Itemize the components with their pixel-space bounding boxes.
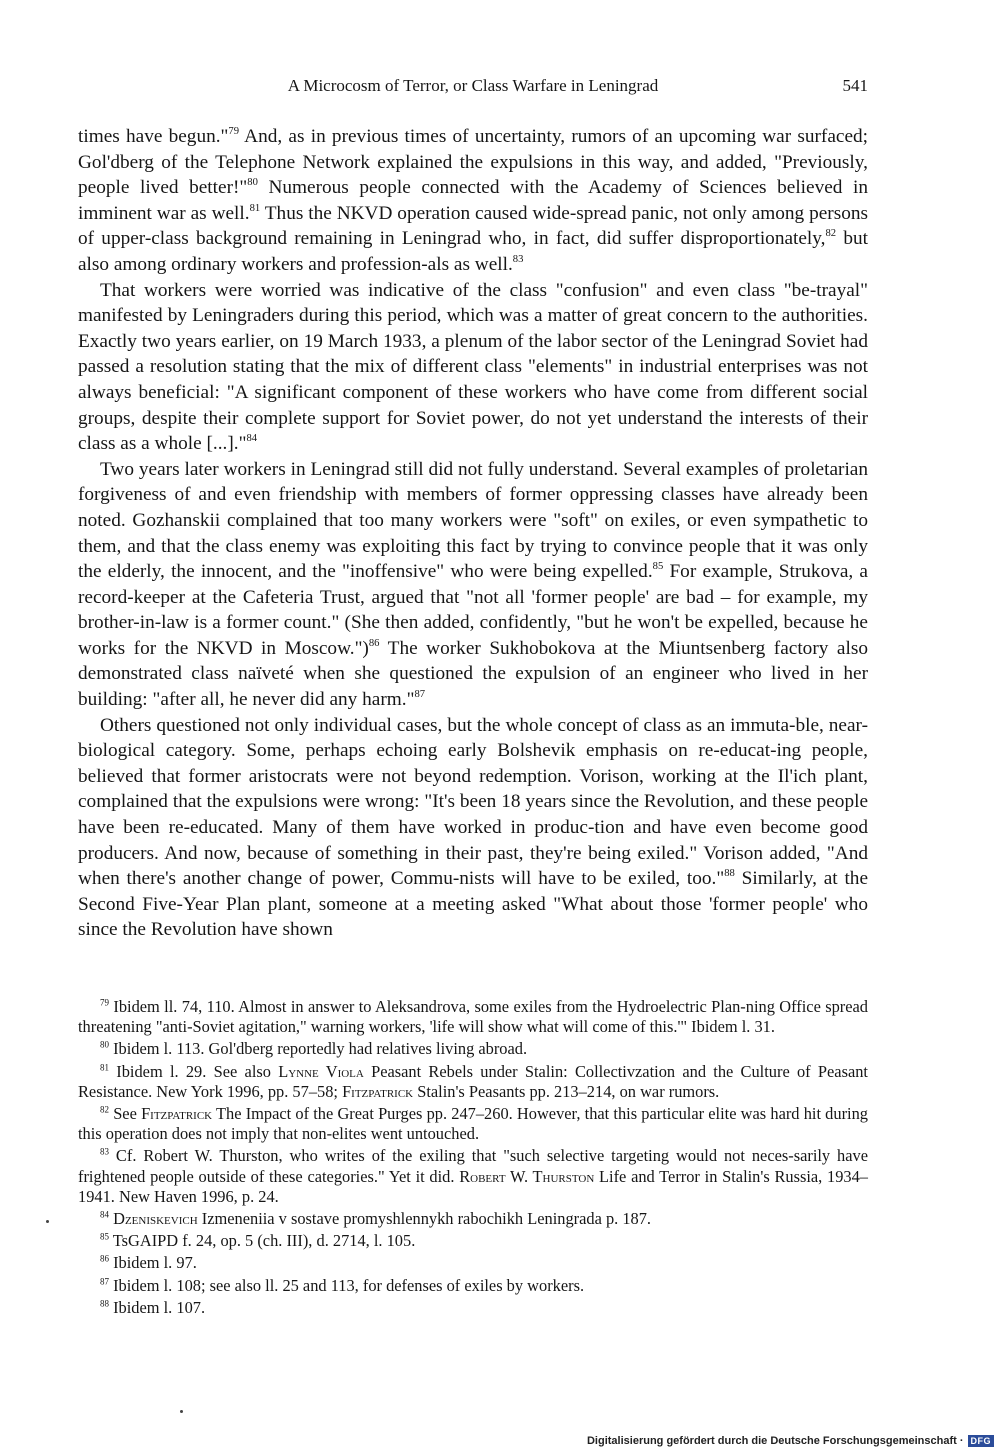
footnote-88: $^{88}$ Ibidem l. 107. bbox=[100, 1297, 206, 1317]
footnote-81: $^{81}$ Ibidem l. 29. See also Lynne Viola Peasant Rebels under Stalin: Collectivzation and the Culture of Peasant Resistance. New York 1996, pp. 57–58; Fitzpatrick Stalin's Peasants pp. 213–214, on war rumors. bbox=[78, 1061, 868, 1101]
footnote-82: $^{82}$ See Fitzpatrick The Impact of the Great Purges pp. 247–260. However, that this particular elite was hard hit during this operation does not imply that non-elites went untouched. bbox=[78, 1104, 868, 1144]
running-header bbox=[78, 76, 868, 102]
scan-speck bbox=[180, 1410, 183, 1413]
scan-speck bbox=[46, 1220, 49, 1223]
paragraph: Others questioned not only individual cases, but the whole concept of class as an immuta-ble, near-biological category. Some, perhaps echoing early Bolshevik emphasis on re-educat-ing people, believed that former aristocrats were not beyond redemption. Vorison, working at the Il'ich plant, complained that the expulsions were wrong: "It's been 18 years since the Revolution, and these people have been re-educated. Many of them have worked in produc-tion and have even become good producers. And now, because of something in their past, they're being exiled." Vorison added, "And when there's another change of power, Commu-nists will have to be exiled, too."$^{88}$ Similarly, at the Second Five-Year Plan plant, someone at a meeting asked "What about those 'former people' who since the Revolution have shown bbox=[78, 714, 868, 941]
footnotes bbox=[78, 997, 868, 1320]
footnote-79: $^{79}$ Ibidem ll. 74, 110. Almost in answer to Aleksandrova, some exiles from the Hydroelectric Plan-ning Office spread threatening "anti-Soviet agitation," warning workers, 'life will show what will come of this.'" Ibidem l. 31. bbox=[78, 997, 868, 1037]
footnote-84: $^{84}$ Dzeniskevich Izmeneniia v sostave promyshlennykh rabochikh Leningrada p. 187. bbox=[100, 1209, 652, 1229]
footnote-83: $^{83}$ Cf. Robert W. Thurston, who writes of the exiling that "such selective targeting would not neces-sarily have frightened people outside of these categories." Yet it did. Robert W. Thurston Life and Terror in Stalin's Russia, 1934–1941. New Haven 1996, p. 24. bbox=[78, 1146, 868, 1206]
dfg-logo-icon: DFG bbox=[968, 1435, 995, 1447]
funding-note: Digitalisierung gefördert durch die Deutsche Forschungsgemeinschaft · bbox=[586, 1435, 964, 1447]
footnote-80: $^{80}$ Ibidem l. 113. Gol'dberg reportedly had relatives living abroad. bbox=[100, 1039, 528, 1059]
footnote-85: $^{85}$ TsGAIPD f. 24, op. 5 (ch. III), d. 2714, l. 105. bbox=[100, 1231, 416, 1251]
paragraph: That workers were worried was indicative of the class "confusion" and even class "be-trayal" manifested by Leningraders during this period, which was a matter of great concern to the authorities. Exactly two years earlier, on 19 March 1933, a plenum of the labor sector of the Leningrad Soviet had passed a resolution stating that the mix of different class "elements" in industrial enterprises was not always beneficial: "A significant component of these workers who have come from different social groups, despite their complete support for Soviet power, do not yet understand the interests of their class as a whole [...]."$^{84}$ bbox=[78, 279, 868, 455]
page-number: 541 bbox=[842, 76, 868, 95]
footnote-86: $^{86}$ Ibidem l. 97. bbox=[100, 1253, 197, 1273]
running-head-title: A Microcosm of Terror, or Class Warfare in Leningrad bbox=[287, 76, 659, 95]
digitization-footer bbox=[587, 1433, 994, 1449]
body-text bbox=[78, 124, 868, 943]
footnote-87: $^{87}$ Ibidem l. 108; see also ll. 25 and 113, for defenses of exiles by workers. bbox=[100, 1275, 585, 1295]
paragraph: times have begun."$^{79}$ And, as in previous times of uncertainty, rumors of an upcoming war surfaced; Gol'dberg of the Telephone Network explained the expulsions in this way, and added, "Previously, people lived better!"$^{80}$ Numerous people connected with the Academy of Sciences believed in imminent war as well.$^{81}$ Thus the NKVD operation caused wide-spread panic, not only among persons of upper-class background remaining in Leningrad who, in fact, did suffer disproportionately,$^{82}$ but also among ordinary workers and profession-als as well.$^{83}$ bbox=[78, 126, 869, 275]
paragraph: Two years later workers in Leningrad still did not fully understand. Several examples of proletarian forgiveness of and even friendship with members of former oppressing classes have already been noted. Gozhanskii complained that too many workers were "soft" on exiles, or even sympathetic to them, and that the class enemy was exploiting this fact by trying to convince people that it was only the elderly, the innocent, and the "inoffensive" who were being expelled.$^{85}$ For example, Strukova, a record-keeper at the Cafeteria Trust, argued that "not all 'former people' are bad – for example, my brother-in-law is a former count." (She then added, confidently, "but he won't be expelled, because he works for the NKVD in Moscow.")$^{86}$ The worker Sukhobokova at the Miuntsenberg factory also demonstrated class naïveté when she questioned the expulsion of an engineer who lived in her building: "after all, he never did any harm."$^{87}$ bbox=[78, 458, 868, 711]
